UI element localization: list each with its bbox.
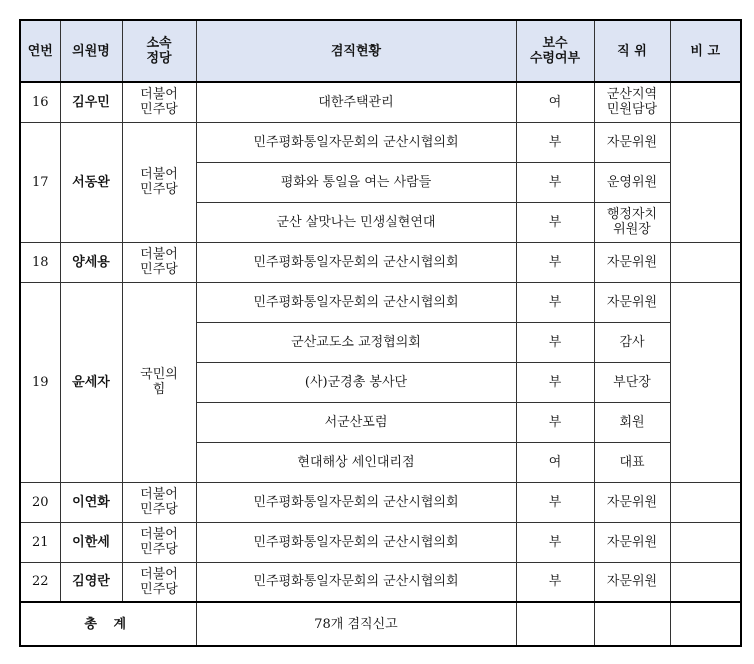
job-organization: 민주평화통일자문회의 군산시협의회 [196, 122, 516, 162]
job-organization: 민주평화통일자문회의 군산시협의회 [196, 562, 516, 602]
job-paid: 부 [516, 362, 594, 402]
table-body [20, 82, 741, 602]
job-organization: 민주평화통일자문회의 군산시협의회 [196, 522, 516, 562]
member-party: 더불어 민주당 [122, 562, 196, 602]
job-organization: 대한주택관리 [196, 82, 516, 122]
header-paid: 보수 수령여부 [516, 20, 594, 82]
total-position-empty [594, 602, 670, 646]
member-party: 더불어 민주당 [122, 242, 196, 282]
table-row [20, 242, 741, 282]
total-value: 78개 겸직신고 [196, 602, 516, 646]
table-row [20, 282, 741, 322]
job-organization: 민주평화통일자문회의 군산시협의회 [196, 282, 516, 322]
job-paid: 부 [516, 202, 594, 242]
member-party: 더불어 민주당 [122, 82, 196, 122]
member-name: 이연화 [60, 482, 122, 522]
table-row [20, 522, 741, 562]
job-organization: 민주평화통일자문회의 군산시협의회 [196, 242, 516, 282]
member-note [670, 122, 741, 242]
job-position: 운영위원 [594, 162, 670, 202]
job-paid: 부 [516, 162, 594, 202]
table-row [20, 122, 741, 162]
member-party: 더불어 민주당 [122, 522, 196, 562]
job-position: 자문위원 [594, 562, 670, 602]
member-number: 21 [20, 522, 60, 562]
header-job: 겸직현황 [196, 20, 516, 82]
job-organization: 민주평화통일자문회의 군산시협의회 [196, 482, 516, 522]
header-name: 의원명 [60, 20, 122, 82]
header-note: 비 고 [670, 20, 741, 82]
header-row [20, 20, 741, 82]
job-organization: (사)군경총 봉사단 [196, 362, 516, 402]
member-name: 이한세 [60, 522, 122, 562]
concurrent-positions-table [19, 19, 742, 647]
member-note [670, 82, 741, 122]
member-name: 양세용 [60, 242, 122, 282]
job-organization: 군산교도소 교정협의회 [196, 322, 516, 362]
job-paid: 부 [516, 242, 594, 282]
total-note-empty [670, 602, 741, 646]
member-name: 서동완 [60, 122, 122, 242]
member-name: 김영란 [60, 562, 122, 602]
job-organization: 군산 살맛나는 민생실현연대 [196, 202, 516, 242]
member-note [670, 242, 741, 282]
job-paid: 부 [516, 482, 594, 522]
job-position: 자문위원 [594, 522, 670, 562]
job-paid: 부 [516, 402, 594, 442]
job-paid: 부 [516, 282, 594, 322]
member-party: 국민의 힘 [122, 282, 196, 482]
job-position: 자문위원 [594, 122, 670, 162]
job-paid: 부 [516, 322, 594, 362]
job-position: 자문위원 [594, 482, 670, 522]
member-number: 18 [20, 242, 60, 282]
job-paid: 부 [516, 122, 594, 162]
member-number: 20 [20, 482, 60, 522]
table-row [20, 482, 741, 522]
header-position: 직 위 [594, 20, 670, 82]
total-row [20, 602, 741, 646]
job-position: 행정자치 위원장 [594, 202, 670, 242]
member-number: 17 [20, 122, 60, 242]
total-label: 총 계 [20, 602, 196, 646]
member-party: 더불어 민주당 [122, 482, 196, 522]
header-party: 소속 정당 [122, 20, 196, 82]
member-number: 16 [20, 82, 60, 122]
job-position: 부단장 [594, 362, 670, 402]
job-position: 회원 [594, 402, 670, 442]
job-paid: 여 [516, 82, 594, 122]
job-organization: 현대해상 세인대리점 [196, 442, 516, 482]
job-position: 대표 [594, 442, 670, 482]
job-paid: 부 [516, 522, 594, 562]
member-number: 19 [20, 282, 60, 482]
job-organization: 서군산포럼 [196, 402, 516, 442]
job-position: 군산지역 민원담당 [594, 82, 670, 122]
member-party: 더불어 민주당 [122, 122, 196, 242]
job-position: 감사 [594, 322, 670, 362]
total-paid-empty [516, 602, 594, 646]
member-note [670, 522, 741, 562]
member-note [670, 562, 741, 602]
job-position: 자문위원 [594, 242, 670, 282]
member-note [670, 282, 741, 482]
job-paid: 여 [516, 442, 594, 482]
member-name: 김우민 [60, 82, 122, 122]
table-row [20, 82, 741, 122]
job-paid: 부 [516, 562, 594, 602]
member-name: 윤세자 [60, 282, 122, 482]
job-organization: 평화와 통일을 여는 사람들 [196, 162, 516, 202]
member-number: 22 [20, 562, 60, 602]
member-note [670, 482, 741, 522]
table-row [20, 562, 741, 602]
job-position: 자문위원 [594, 282, 670, 322]
header-no: 연번 [20, 20, 60, 82]
